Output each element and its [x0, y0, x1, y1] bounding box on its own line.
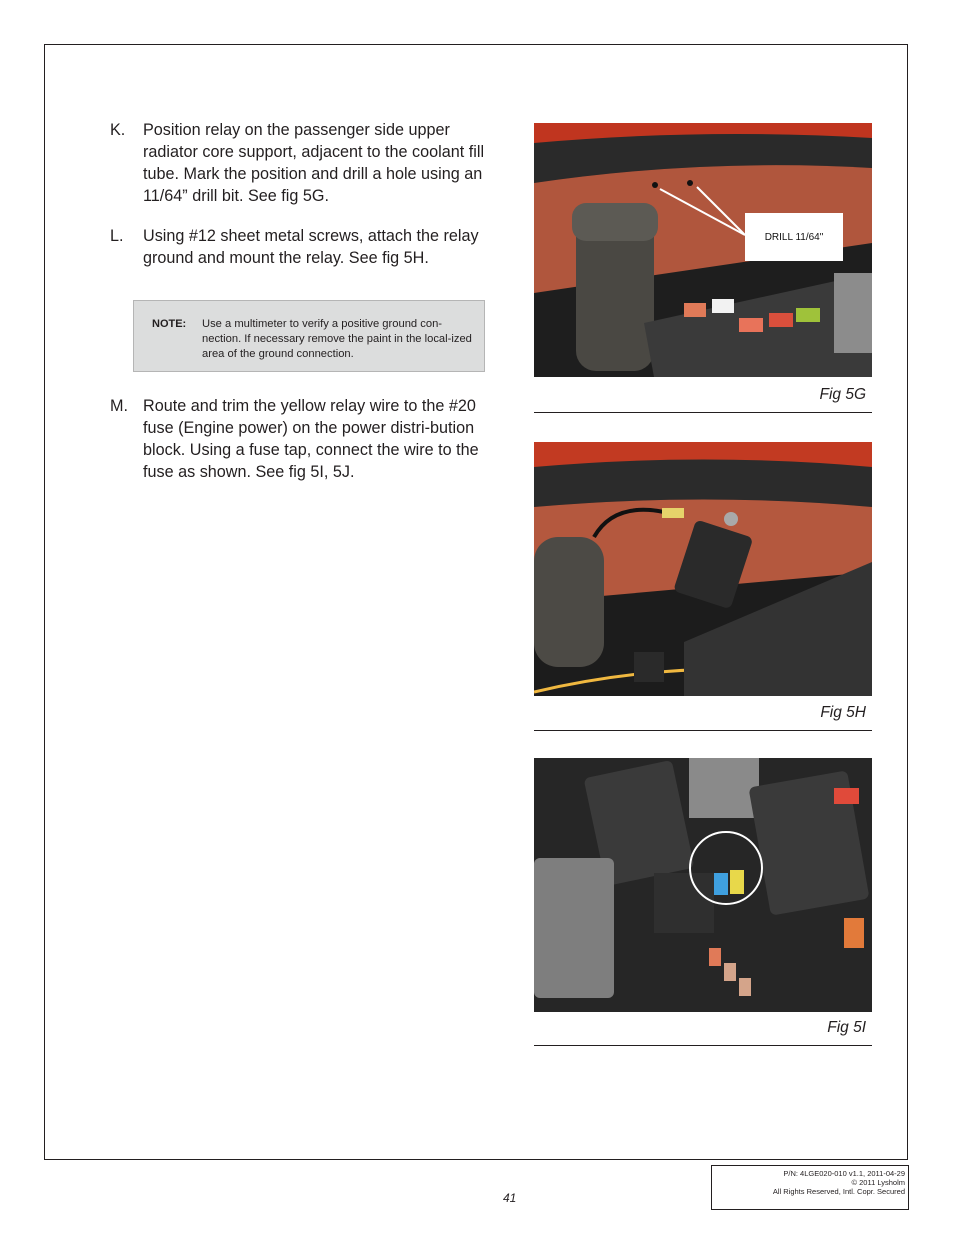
caption-rule — [534, 730, 872, 731]
step-text: Using #12 sheet metal screws, attach the relay ground and mount the relay. See fig 5H. — [143, 227, 479, 267]
note-box — [133, 300, 485, 372]
step-text: Position relay on the passenger side upper radiator core support, adjacent to the coolant fill tube. Mark the position and drill a hole using an 11/64” drill bit. See fig 5G. — [143, 121, 485, 205]
figure-5h-photo — [534, 442, 872, 696]
drill-callout-label: DRILL 11/64" — [745, 213, 843, 261]
copyright: © 2011 Lysholm — [851, 1178, 905, 1187]
figure-5i-photo — [534, 758, 872, 1012]
step-text: Route and trim the yellow relay wire to the #20 fuse (Engine power) on the power distri-bution block. Using a fuse tap, connect the wire to the fuse as shown. See fig 5I, 5J. — [143, 397, 479, 481]
instruction-step-m — [110, 395, 490, 483]
caption-rule — [534, 1045, 872, 1046]
part-number: P/N: 4LGE020-010 v1.1, 2011-04-29 — [783, 1169, 905, 1178]
instruction-step-l — [110, 225, 490, 269]
figure-caption: Fig 5H — [820, 704, 866, 721]
figure-caption: Fig 5I — [827, 1019, 866, 1036]
part-number-box — [711, 1165, 909, 1210]
step-letter: L. — [110, 227, 124, 245]
step-letter: M. — [110, 397, 128, 415]
note-label: NOTE: — [152, 318, 187, 330]
step-letter: K. — [110, 121, 126, 139]
figure-5g-photo — [534, 123, 872, 377]
rights-notice: All Rights Reserved, Intl. Copr. Secured — [772, 1187, 905, 1196]
page-number: 41 — [503, 1191, 517, 1205]
instruction-step-k — [110, 119, 490, 207]
note-text: Use a multimeter to verify a positive ground con-nection. If necessary remove the paint in the local-ized area of the ground connection. — [202, 318, 472, 360]
caption-rule — [534, 412, 872, 413]
figure-caption: Fig 5G — [819, 386, 866, 403]
